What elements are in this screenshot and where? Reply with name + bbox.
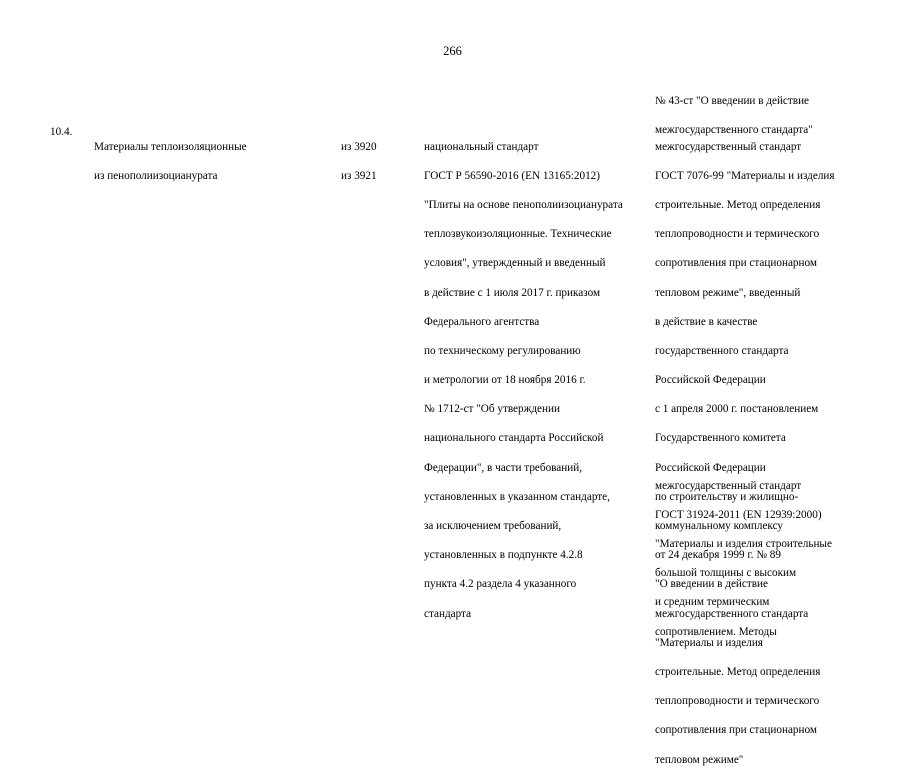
text-line: государственного стандарта <box>655 344 789 357</box>
text-line: и метрологии от 18 ноября 2016 г. <box>424 374 586 387</box>
text-line: в действие с 1 июля 2017 г. приказом <box>424 286 601 299</box>
text-line: строительные. Метод определения <box>655 198 821 211</box>
text-line: межгосударственного стандарта <box>655 607 809 620</box>
tn-ved-code <box>341 125 377 198</box>
text-line: "Плиты на основе пенополиизоцианурата <box>424 198 623 211</box>
text-line: национального стандарта Российской <box>424 432 604 445</box>
text-line: ГОСТ 31924-2011 (EN 12939:2000) <box>655 508 822 521</box>
text-line: строительные. Метод определения <box>655 665 821 678</box>
text-line: условия", утвержденный и введенный <box>424 257 606 270</box>
text-line: межгосударственного стандарта" <box>655 123 813 136</box>
text-line: Государственного комитета <box>655 432 786 445</box>
text-line: межгосударственный стандарт <box>655 479 802 492</box>
text-line: из пенополиизоцианурата <box>94 169 218 182</box>
interstate-standard-gost-7076 <box>655 125 835 782</box>
text-line: теплопроводности и термического <box>655 695 820 708</box>
text-line: из 3921 <box>341 169 377 182</box>
text-line: по техническому регулированию <box>424 344 581 357</box>
text-line: и средним термическим <box>655 596 770 609</box>
text-line: установленных в подпункте 4.2.8 <box>424 549 583 562</box>
text-line: Материалы теплоизоляционные <box>94 140 247 153</box>
text-line: межгосударственный стандарт <box>655 140 802 153</box>
text-line: "Материалы и изделия строительные <box>655 537 832 550</box>
text-line: сопротивления при стационарном <box>655 257 817 270</box>
text-line: № 1712-ст "Об утверждении <box>424 403 560 416</box>
text-line: из 3920 <box>341 140 377 153</box>
text-line: "О введении в действие <box>655 578 768 591</box>
text-line: в действие в качестве <box>655 315 758 328</box>
national-standard <box>424 125 623 636</box>
text-line: национальный стандарт <box>424 140 539 153</box>
product-name <box>94 125 247 198</box>
text-line: коммунальному комплексу <box>655 520 784 533</box>
text-line: ГОСТ Р 56590-2016 (EN 13165:2012) <box>424 169 600 182</box>
row-number: 10.4. <box>50 126 73 138</box>
text-line: Федерального агентства <box>424 315 540 328</box>
text-line: № 43-ст "О введении в действие <box>655 94 810 107</box>
interstate-standard-gost-31924 <box>655 464 832 654</box>
text-line: ГОСТ 7076-99 "Материалы и изделия <box>655 169 835 182</box>
text-line: большой толщины с высоким <box>655 567 797 580</box>
text-line: стандарта <box>424 607 472 620</box>
text-line: установленных в указанном стандарте, <box>424 490 610 503</box>
text-line: от 24 декабря 1999 г. № 89 <box>655 549 781 562</box>
text-line: Российской Федерации <box>655 374 766 387</box>
text-line: сопротивления при стационарном <box>655 724 817 737</box>
text-line: "Материалы и изделия <box>655 636 763 649</box>
text-line: сопротивлением. Методы <box>655 625 777 638</box>
text-line: тепловом режиме" <box>655 753 744 766</box>
text-line: тепловом режиме", введенный <box>655 286 801 299</box>
text-line: Федерации", в части требований, <box>424 461 583 474</box>
text-line: теплозвукоизоляционные. Технические <box>424 228 612 241</box>
text-line: Российской Федерации <box>655 461 766 474</box>
text-line: теплопроводности и термического <box>655 228 820 241</box>
text-line: пункта 4.2 раздела 4 указанного <box>424 578 577 591</box>
text-line: за исключением требований, <box>424 520 562 533</box>
page-number: 266 <box>443 44 462 58</box>
text-line: по строительству и жилищно- <box>655 490 799 503</box>
text-line: с 1 апреля 2000 г. постановлением <box>655 403 819 416</box>
